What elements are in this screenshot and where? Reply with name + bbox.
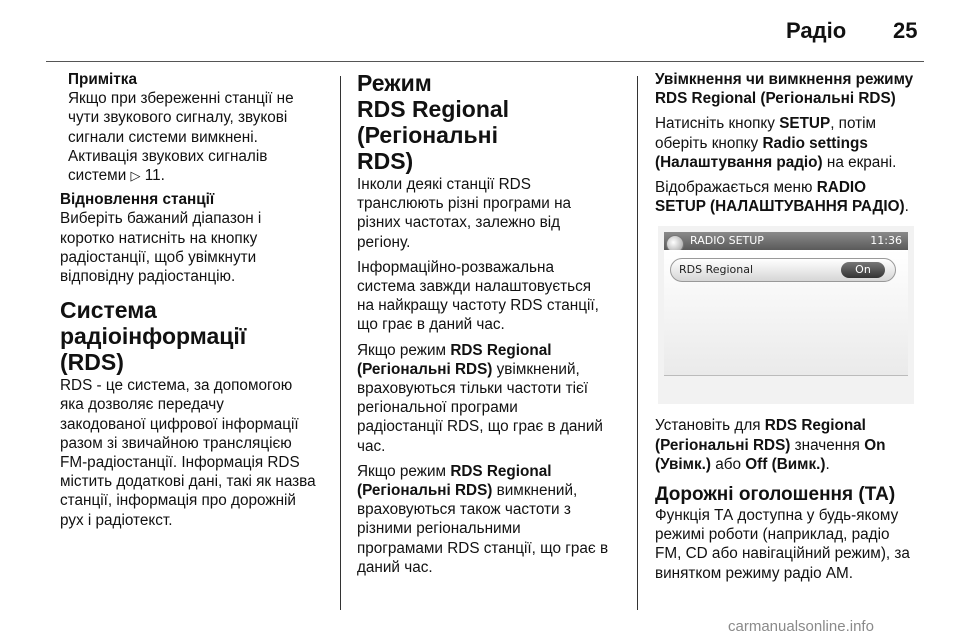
paragraph: Установіть для RDS Regional (Регіональні RDS) значення On (Увімк.) або Off (Вимк.).	[655, 417, 886, 473]
ta-heading: Дорожні оголошення (ТА)	[655, 484, 896, 506]
screen-body	[664, 250, 908, 376]
rds-regional-row	[670, 258, 896, 282]
page-number: 25	[893, 18, 918, 43]
note-line: системи ▷ 11.	[68, 167, 165, 185]
rds-line: рух і радіотекст.	[60, 511, 173, 529]
paragraph-line: різних частотах, залежно від	[357, 214, 561, 232]
rds-line: закодованої цифрової інформації	[60, 415, 299, 433]
paragraph: Відображається меню RADIO SETUP (НАЛАШТУВАННЯ РАДІО).	[655, 179, 909, 216]
paragraph: Якщо режим RDS Regional (Регіональні RDS) вимкнений, враховуються також частоти з різними регіональними програмами RDS станції, що грає в даний час.	[357, 462, 609, 576]
ta-line: Функція ТА доступна у будь-якому	[655, 507, 899, 525]
paragraph: Інформаційно-розважальна система завжди налаштовується на найкращу частоту RDS станції, що грає в даний час.	[357, 258, 599, 334]
toggle-heading: Увімкнення чи вимкнення режиму RDS Regional (Регіональні RDS)	[655, 71, 914, 108]
rds-line: FM-радіостанції. Інформація RDS	[60, 454, 300, 472]
note-line: сигнали системи вимкнені.	[68, 128, 258, 146]
restore-heading: Відновлення станції	[60, 191, 215, 209]
note-line: Якщо при збереженні станції не	[68, 90, 294, 108]
restore-line: Виберіть бажаний діапазон і	[60, 210, 262, 228]
paragraph: Якщо режим RDS Regional (Регіональні RDS) увімкнений, враховуються тільки частоти тієї регіональної програми радіостанції RDS, що грає в даний час.	[357, 341, 603, 455]
section-title: Радіо	[786, 18, 847, 43]
screen-title-bar	[664, 232, 908, 250]
note-title: Примітка	[68, 71, 137, 88]
rds-line: станції, інформація про дорожній	[60, 492, 296, 510]
page-ref-link[interactable]: 11.	[144, 167, 165, 185]
watermark: carmanualsonline.info	[728, 618, 874, 635]
rds-regional-toggle: On	[841, 262, 885, 278]
column-1	[60, 70, 338, 530]
column-divider-1	[340, 76, 341, 610]
paragraph-line: Інколи деякі станції RDS	[357, 176, 531, 193]
rds-line: разом зі звичайною трансляцією	[60, 434, 292, 452]
note-line: чути звукового сигналу, звукові	[68, 109, 288, 127]
rds-heading: Система радіоінформації (RDS)	[60, 297, 247, 376]
rds-line: RDS - це система, за допомогою	[60, 377, 293, 395]
rds-regional-label: RDS Regional	[679, 263, 754, 277]
note-line: Активація звукових сигналів	[68, 147, 268, 165]
note-box	[60, 70, 338, 185]
restore-line: коротко натисніть на кнопку	[60, 229, 258, 247]
ta-line: режимі роботи (наприклад, радіо	[655, 526, 890, 544]
page-ref-arrow-icon: ▷	[130, 168, 141, 184]
restore-line: радіостанції, щоб увімкнути	[60, 248, 257, 266]
rds-regional-heading: Режим RDS Regional (Регіональні RDS)	[357, 70, 510, 174]
column-3	[655, 70, 935, 583]
ta-line: винятком режиму радіо AM.	[655, 564, 854, 582]
rds-line: яка дозволяє передачу	[60, 396, 224, 414]
header-rule	[46, 61, 924, 62]
paragraph: Натисніть кнопку SETUP, потім оберіть кнопку Radio settings (Налаштування радіо) на екрані.	[655, 115, 897, 171]
ta-line: FM, CD або навігаційний режим), за	[655, 545, 910, 563]
paragraph-line: транслюють різні програми на	[357, 195, 572, 213]
radio-setup-screenshot	[658, 226, 914, 404]
column-divider-2	[637, 76, 638, 610]
column-2	[357, 70, 633, 577]
screen-title: RADIO SETUP	[690, 234, 764, 248]
paragraph-line: регіону.	[357, 233, 411, 251]
restore-line: відповідну радіостанцію.	[60, 268, 236, 286]
rds-line: містить додаткові дані, такі як назва	[60, 473, 316, 491]
screen-clock: 11:36	[870, 234, 902, 248]
